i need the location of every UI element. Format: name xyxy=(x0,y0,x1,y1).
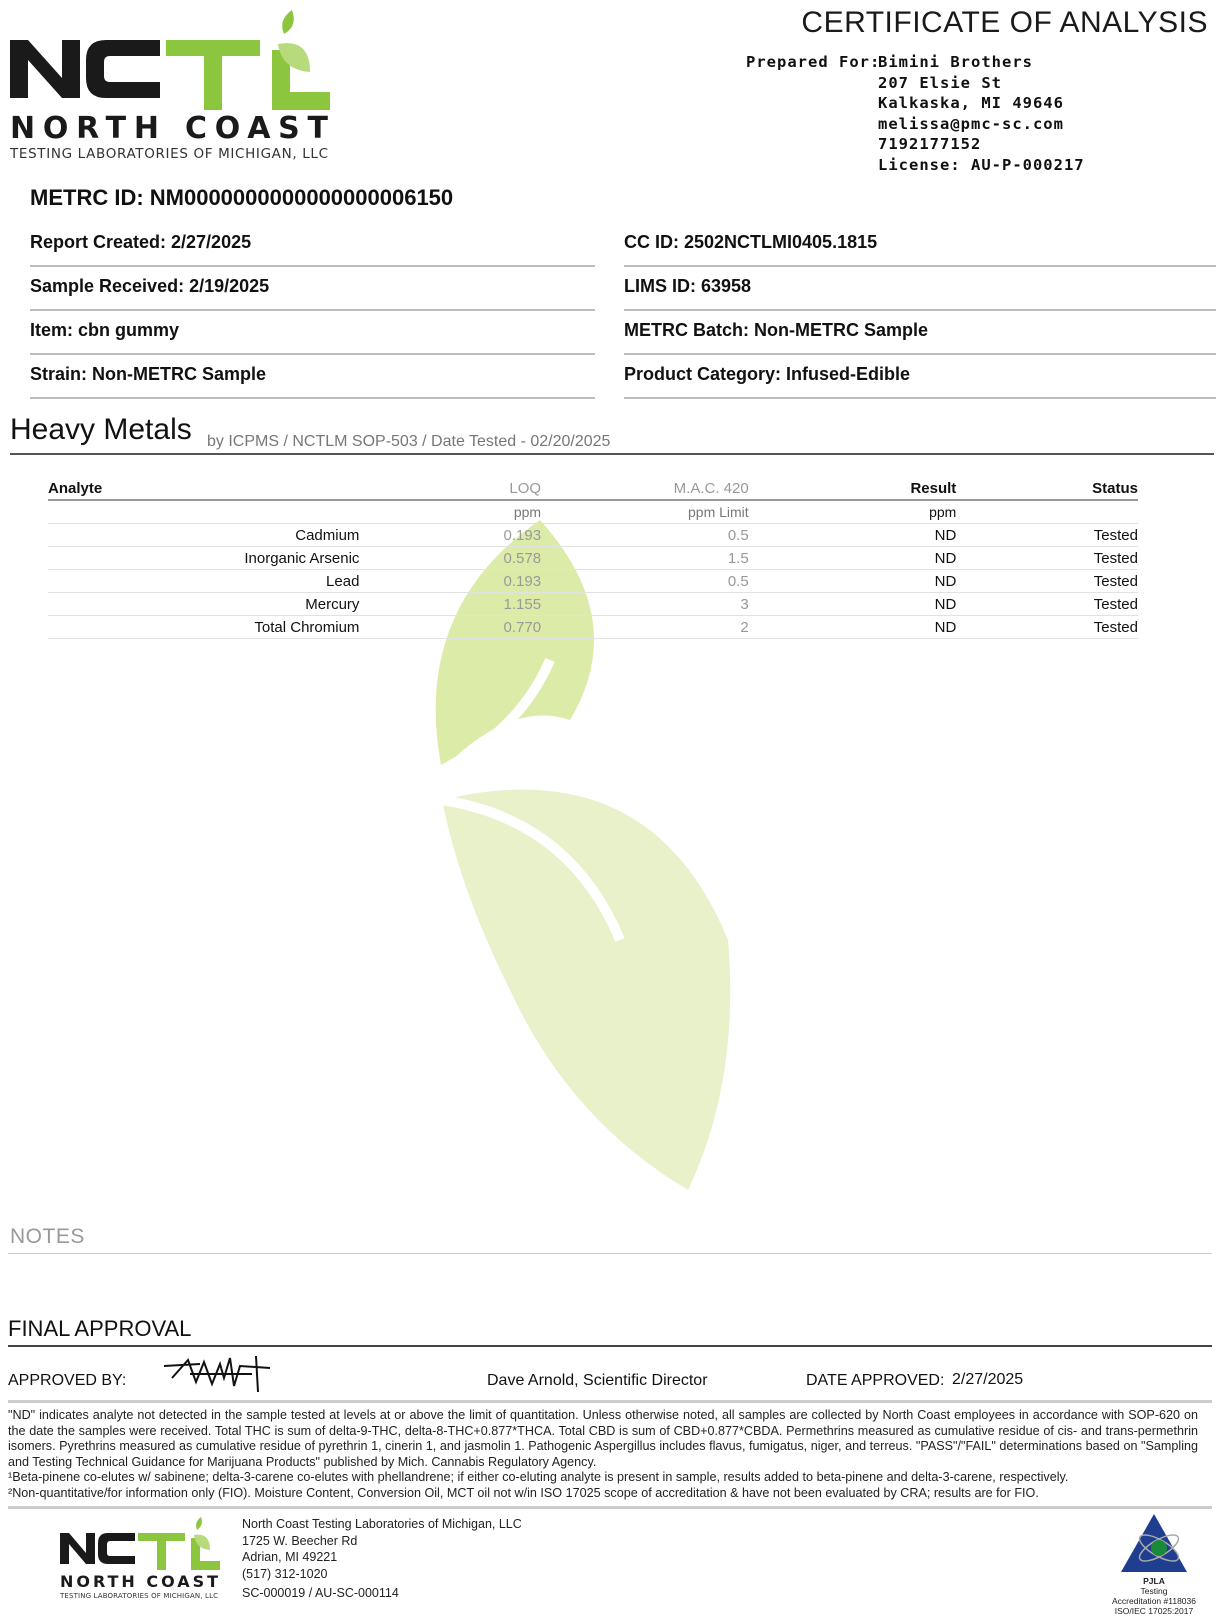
col-result: Result xyxy=(749,477,957,500)
loq: 0.770 xyxy=(359,616,541,639)
col-mac: M.A.C. 420 xyxy=(541,477,749,500)
nctl-footer-logo xyxy=(60,1517,230,1603)
analyte: Inorganic Arsenic xyxy=(48,547,359,570)
lab-phone: (517) 312-1020 xyxy=(242,1566,328,1581)
lims-id: LIMS ID: 63958 xyxy=(624,266,1216,311)
lab-street: 1725 W. Beecher Rd xyxy=(242,1533,358,1548)
client-details xyxy=(878,52,1085,175)
signature-image xyxy=(160,1352,275,1397)
pjla-accreditation xyxy=(1098,1512,1210,1620)
table-row xyxy=(48,547,1138,570)
logo-name: NORTH COAST xyxy=(10,111,328,146)
table-row xyxy=(48,593,1138,616)
pjla-name: PJLA xyxy=(1143,1576,1165,1586)
loq: 1.155 xyxy=(359,593,541,616)
section-title-heavy-metals: Heavy Metals xyxy=(10,413,192,446)
pjla-type: Testing xyxy=(1140,1586,1168,1596)
logo-tagline: TESTING LABORATORIES OF MICHIGAN, LLC xyxy=(10,146,328,162)
analyte: Mercury xyxy=(48,593,359,616)
client-email: melissa@pmc-sc.com xyxy=(878,114,1064,133)
status: Tested xyxy=(956,593,1138,616)
status: Tested xyxy=(956,524,1138,547)
pjla-number: Accreditation #118036 xyxy=(1112,1596,1196,1606)
mac: 0.5 xyxy=(541,524,749,547)
lab-license: SC-000019 / AU-SC-000114 xyxy=(242,1586,399,1600)
table-row xyxy=(48,616,1138,639)
status: Tested xyxy=(956,570,1138,593)
status: Tested xyxy=(956,616,1138,639)
document-title: CERTIFICATE OF ANALYSIS xyxy=(801,6,1208,39)
client-street: 207 Elsie St xyxy=(878,73,1002,92)
loq: 0.193 xyxy=(359,524,541,547)
approved-by-label: APPROVED BY: xyxy=(8,1372,127,1389)
notes-divider xyxy=(8,1253,1212,1254)
result: ND xyxy=(749,593,957,616)
lab-city: Adrian, MI 49221 xyxy=(242,1550,338,1564)
mac: 0.5 xyxy=(541,570,749,593)
metrc-batch: METRC Batch: Non-METRC Sample xyxy=(624,310,1216,355)
report-created: Report Created: 2/27/2025 xyxy=(30,222,595,267)
prepared-for-label: Prepared For: xyxy=(746,53,881,71)
table-row xyxy=(48,570,1138,593)
result: ND xyxy=(749,547,957,570)
client-license: License: AU-P-000217 xyxy=(878,155,1085,174)
col-loq: LOQ xyxy=(359,477,541,500)
footer-divider xyxy=(8,1506,1212,1509)
status: Tested xyxy=(956,547,1138,570)
col-analyte: Analyte xyxy=(48,477,359,500)
approver-name: Dave Arnold, Scientific Director xyxy=(487,1372,708,1389)
analyte: Cadmium xyxy=(48,524,359,547)
analyte: Total Chromium xyxy=(48,616,359,639)
date-approved-label: DATE APPROVED: xyxy=(806,1372,945,1389)
pjla-standard: ISO/IEC 17025:2017 xyxy=(1114,1606,1194,1616)
notes-heading: NOTES xyxy=(10,1225,85,1248)
final-approval-divider xyxy=(8,1345,1212,1347)
result: ND xyxy=(749,570,957,593)
result: ND xyxy=(749,616,957,639)
unit-analyte xyxy=(48,500,359,524)
unit-loq: ppm xyxy=(359,500,541,524)
mac: 1.5 xyxy=(541,547,749,570)
client-phone: 7192177152 xyxy=(878,135,982,153)
metrc-id: METRC ID: NM0000000000000000006150 xyxy=(30,185,454,210)
unit-mac: ppm Limit xyxy=(541,500,749,524)
final-approval-heading: FINAL APPROVAL xyxy=(8,1316,192,1341)
heavy-metals-table xyxy=(48,477,1138,639)
nctl-logo xyxy=(10,10,350,170)
strain: Strain: Non-METRC Sample xyxy=(30,354,595,399)
unit-result: ppm xyxy=(749,500,957,524)
mac: 2 xyxy=(541,616,749,639)
unit-status xyxy=(956,500,1138,524)
product-category: Product Category: Infused-Edible xyxy=(624,354,1216,399)
section-divider xyxy=(10,453,1214,455)
disclaimer-paragraph: "ND" indicates analyte not detected in the sample tested at levels at or above the limit of quantitation. Unless otherwise noted, all samples are collected by North Coast employees in accordance with SOP-620 on the date the samples were received. Total THC is sum of delta-9-THC, delta-8-THC+0.877*THCA. Total CBD is sum of CBD+0.877*CBDA. Permethrins measured as cumulative residue of cis- and trans-permethrin isomers. Pyrethrins measured as cumulative residue of pyrethrin 1, cinerin 1, and jasmolin 1. Pathogenic Aspergillus includes flavus, fumigatus, niger, and terreus. "PASS"/"FAIL" determinations based on "Sampling and Testing Technical Guidance for Marijuana Products" published by Mich. Cannabis Regulatory Agency. xyxy=(8,1408,1198,1469)
pjla-triangle-icon xyxy=(1119,1512,1189,1574)
disclaimer-footnote-1: ¹Beta-pinene co-elutes w/ sabinene; delta-3-carene co-elutes with phellandrene; if either co-eluting analyte is present in sample, results added to beta-pinene and delta-3-carene, respectively. xyxy=(8,1470,1069,1484)
analyte: Lead xyxy=(48,570,359,593)
item: Item: cbn gummy xyxy=(30,310,595,355)
loq: 0.578 xyxy=(359,547,541,570)
footer-logo-name: NORTH COAST xyxy=(60,1572,218,1591)
table-row xyxy=(48,524,1138,547)
table-header xyxy=(48,477,1138,500)
col-status: Status xyxy=(956,477,1138,500)
disclaimer xyxy=(8,1408,1198,1501)
date-approved-value: 2/27/2025 xyxy=(952,1371,1024,1388)
units-row xyxy=(48,500,1138,524)
sample-received: Sample Received: 2/19/2025 xyxy=(30,266,595,311)
client-city: Kalkaska, MI 49646 xyxy=(878,94,1064,112)
result: ND xyxy=(749,524,957,547)
section-subtitle: by ICPMS / NCTLM SOP-503 / Date Tested - 02/20/2025 xyxy=(207,433,611,450)
mac: 3 xyxy=(541,593,749,616)
approval-divider xyxy=(8,1400,1212,1403)
loq: 0.193 xyxy=(359,570,541,593)
lab-address xyxy=(242,1516,522,1602)
footer-logo-tagline: TESTING LABORATORIES OF MICHIGAN, LLC xyxy=(60,1592,218,1600)
lab-name: North Coast Testing Laboratories of Michigan, LLC xyxy=(242,1517,522,1531)
disclaimer-footnote-2: ²Non-quantitative/for information only (FIO). Moisture Content, Conversion Oil, MCT oil not w/in ISO 17025 scope of accreditation & have not been evaluated by CRA; results are for FIO. xyxy=(8,1485,1039,1500)
client-name: Bimini Brothers xyxy=(878,53,1033,71)
cc-id: CC ID: 2502NCTLMI0405.1815 xyxy=(624,222,1216,267)
